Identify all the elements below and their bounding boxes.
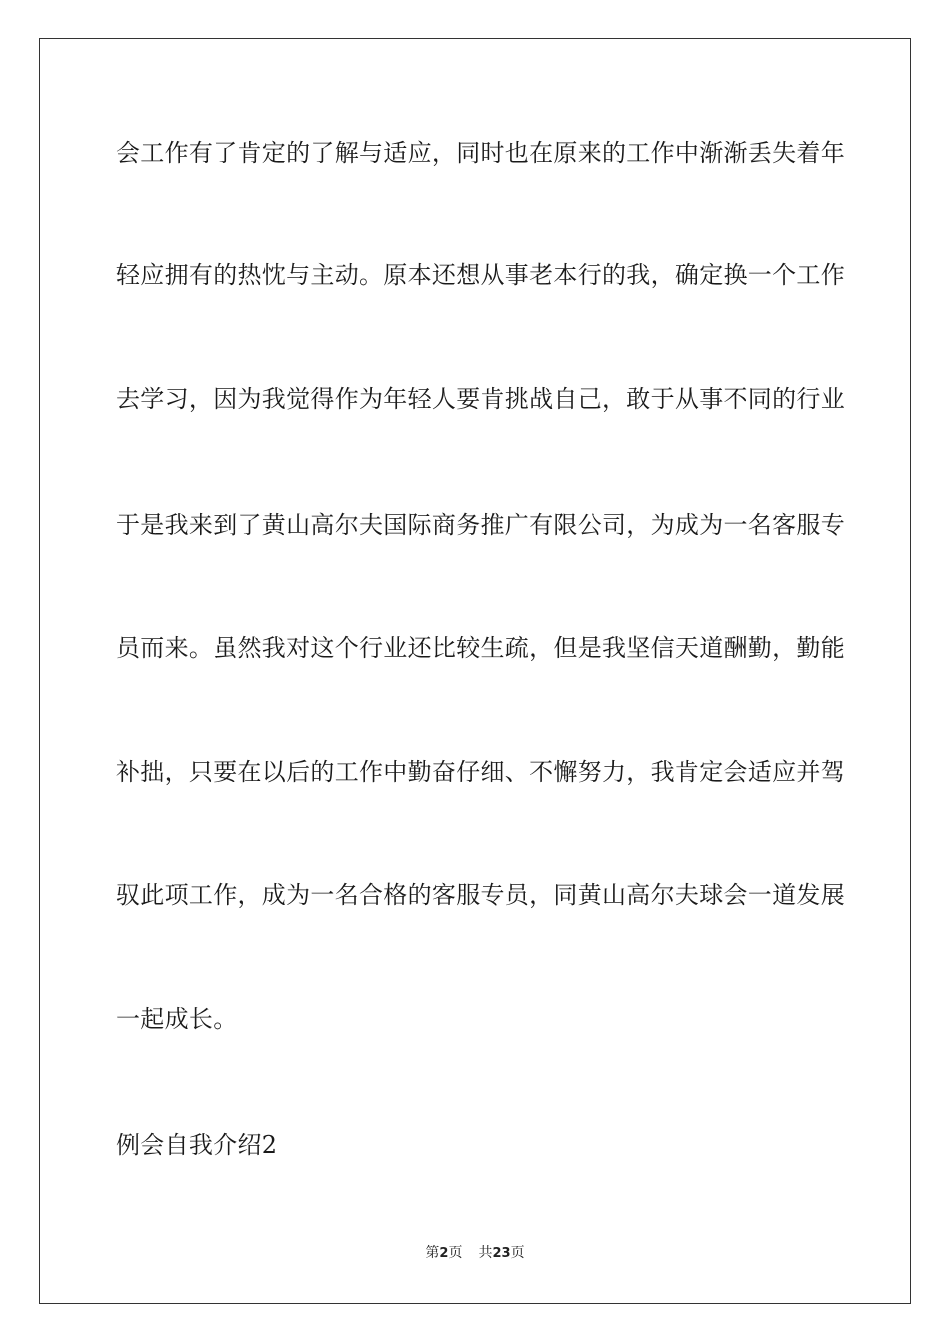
- paragraph-line: 去学习，因为我觉得作为年轻人要肯挑战自己，敢于从事不同的行业: [116, 385, 845, 413]
- paragraph-line: 补拙，只要在以后的工作中勤奋仔细、不懈努力，我肯定会适应并驾: [116, 758, 845, 786]
- page-suffix: 页: [448, 1245, 463, 1261]
- paragraph-line: 于是我来到了黄山高尔夫国际商务推广有限公司，为成为一名客服专: [116, 511, 845, 539]
- paragraph-line: 轻应拥有的热忱与主动。原本还想从事老本行的我，确定换一个工作: [116, 261, 845, 289]
- section-heading: 例会自我介绍2: [116, 1131, 278, 1159]
- paragraph-line: 一起成长。: [116, 1005, 238, 1033]
- paragraph-line: 会工作有了肯定的了解与适应，同时也在原来的工作中渐渐丢失着年: [116, 139, 845, 167]
- page-border: [39, 38, 911, 1304]
- paragraph-line: 员而来。虽然我对这个行业还比较生疏，但是我坚信天道酬勤，勤能: [116, 634, 845, 662]
- paragraph-line: 驭此项工作，成为一名合格的客服专员，同黄山高尔夫球会一道发展: [116, 881, 845, 909]
- total-suffix: 页: [510, 1245, 525, 1261]
- page-footer: [0, 1244, 950, 1263]
- page-prefix: 第: [425, 1245, 440, 1261]
- page-number: 2: [439, 1246, 449, 1261]
- total-prefix: 共: [478, 1245, 493, 1261]
- total-pages: 23: [492, 1246, 511, 1261]
